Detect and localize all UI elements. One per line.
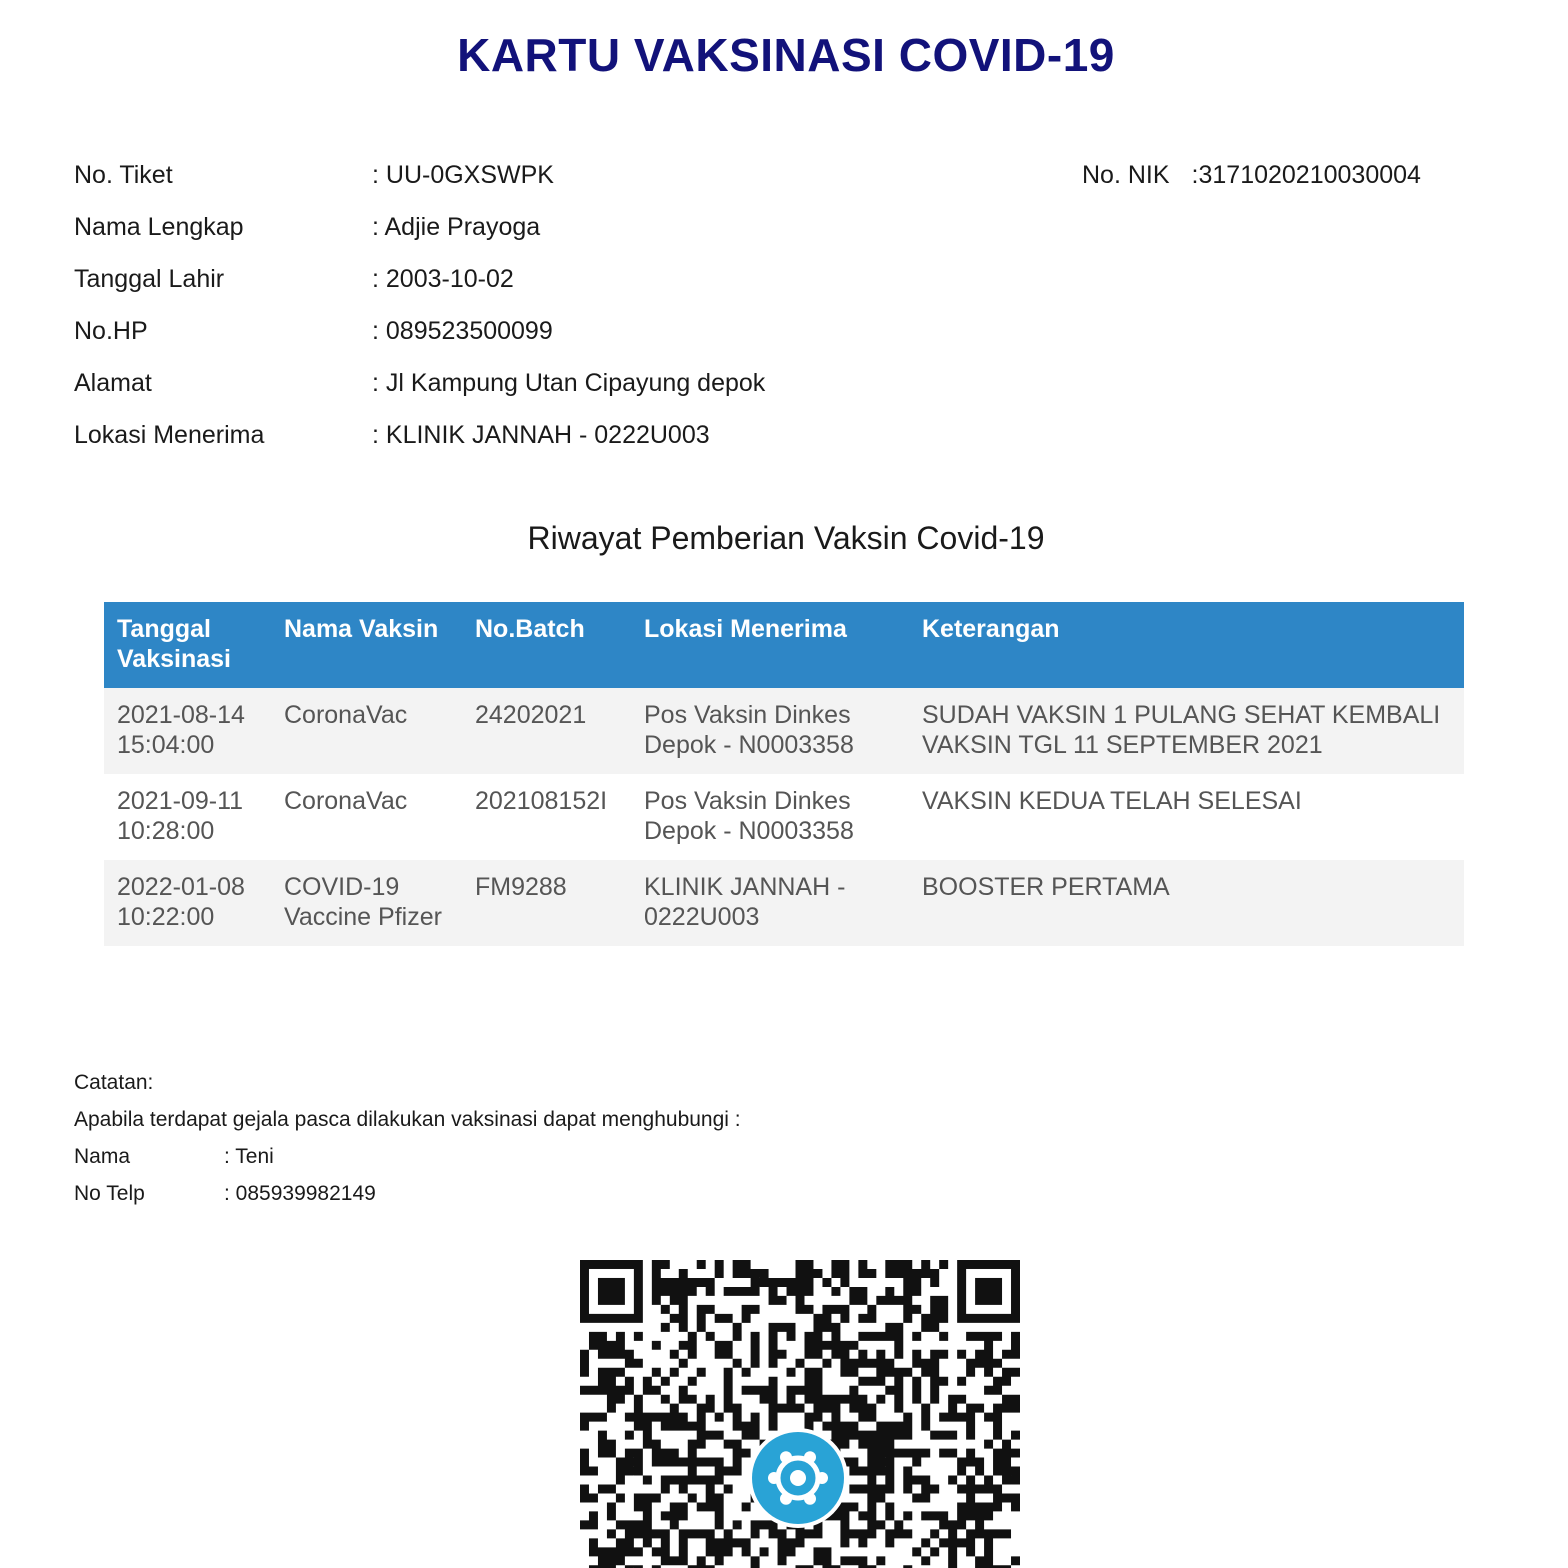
name-label: Nama Lengkap (74, 213, 244, 241)
qr-code-icon (580, 1260, 1020, 1568)
cell-date: 2021-08-14 15:04:00 (104, 688, 271, 774)
cell-vaccine: COVID-19 Vaccine Pfizer (271, 860, 462, 946)
table-row (104, 774, 1464, 860)
logo-dot (804, 1451, 816, 1463)
phone-value: : 089523500099 (372, 317, 553, 345)
cell-batch: 202108152I (462, 774, 631, 860)
contact-phone-row (74, 1181, 376, 1207)
location-label: Lokasi Menerima (74, 421, 265, 449)
qr-finder-pattern (957, 1260, 1020, 1323)
notes-text: Apabila terdapat gejala pasca dilakukan vaksinasi dapat menghubungi : (74, 1108, 741, 1131)
cell-location: Pos Vaksin Dinkes Depok - N0003358 (631, 688, 909, 774)
phone-label: No.HP (74, 317, 148, 345)
table-header-row (104, 602, 1464, 688)
header-batch: No.Batch (462, 602, 631, 688)
dob-label: Tanggal Lahir (74, 265, 225, 293)
vaccination-history-table (104, 602, 1464, 946)
cell-location: Pos Vaksin Dinkes Depok - N0003358 (631, 774, 909, 860)
contact-name-label: Nama (74, 1145, 131, 1168)
cell-date: 2022-01-08 10:22:00 (104, 860, 271, 946)
table-row (104, 688, 1464, 774)
cell-note: BOOSTER PERTAMA (909, 860, 1464, 946)
qr-code-graphic (580, 1260, 1020, 1568)
contact-name-row (74, 1144, 274, 1170)
logo-dot (780, 1493, 792, 1505)
cell-note: SUDAH VAKSIN 1 PULANG SEHAT KEMBALI VAKSIN TGL 11 SEPTEMBER 2021 (909, 688, 1464, 774)
nik-label: No. NIK (1082, 161, 1170, 189)
dob-value: : 2003-10-02 (372, 265, 514, 293)
address-label: Alamat (74, 369, 152, 397)
logo-dot (804, 1493, 816, 1505)
qr-finder-pattern (580, 1260, 643, 1323)
table-row (104, 860, 1464, 946)
header-location: Lokasi Menerima (631, 602, 909, 688)
nik-value: :3171020210030004 (1191, 161, 1421, 189)
contact-phone-value: : 085939982149 (224, 1182, 376, 1205)
cell-batch: FM9288 (462, 860, 631, 946)
history-title: Riwayat Pemberian Vaksin Covid-19 (527, 520, 1045, 556)
name-value: : Adjie Prayoga (372, 213, 541, 241)
cell-vaccine: CoronaVac (271, 688, 462, 774)
page-title: KARTU VAKSINASI COVID-19 (457, 29, 1115, 81)
notes-heading: Catatan: (74, 1071, 154, 1094)
logo-dot (768, 1472, 780, 1484)
cell-note: VAKSIN KEDUA TELAH SELESAI (909, 774, 1464, 860)
header-date: Tanggal Vaksinasi (104, 602, 271, 688)
cell-batch: 24202021 (462, 688, 631, 774)
header-vaccine: Nama Vaksin (271, 602, 462, 688)
header-note: Keterangan (909, 602, 1464, 688)
nik-row (1082, 160, 1421, 190)
contact-phone-label: No Telp (74, 1182, 145, 1205)
cell-date: 2021-09-11 10:28:00 (104, 774, 271, 860)
logo-center (790, 1470, 806, 1486)
cell-location: KLINIK JANNAH - 0222U003 (631, 860, 909, 946)
address-value: : Jl Kampung Utan Cipayung depok (372, 369, 766, 397)
ticket-value: : UU-0GXSWPK (372, 161, 554, 189)
logo-dot (816, 1472, 828, 1484)
logo-dot (780, 1451, 792, 1463)
contact-name-value: : Teni (224, 1145, 274, 1168)
location-value: : KLINIK JANNAH - 0222U003 (372, 421, 710, 449)
ticket-label: No. Tiket (74, 161, 173, 189)
cell-vaccine: CoronaVac (271, 774, 462, 860)
